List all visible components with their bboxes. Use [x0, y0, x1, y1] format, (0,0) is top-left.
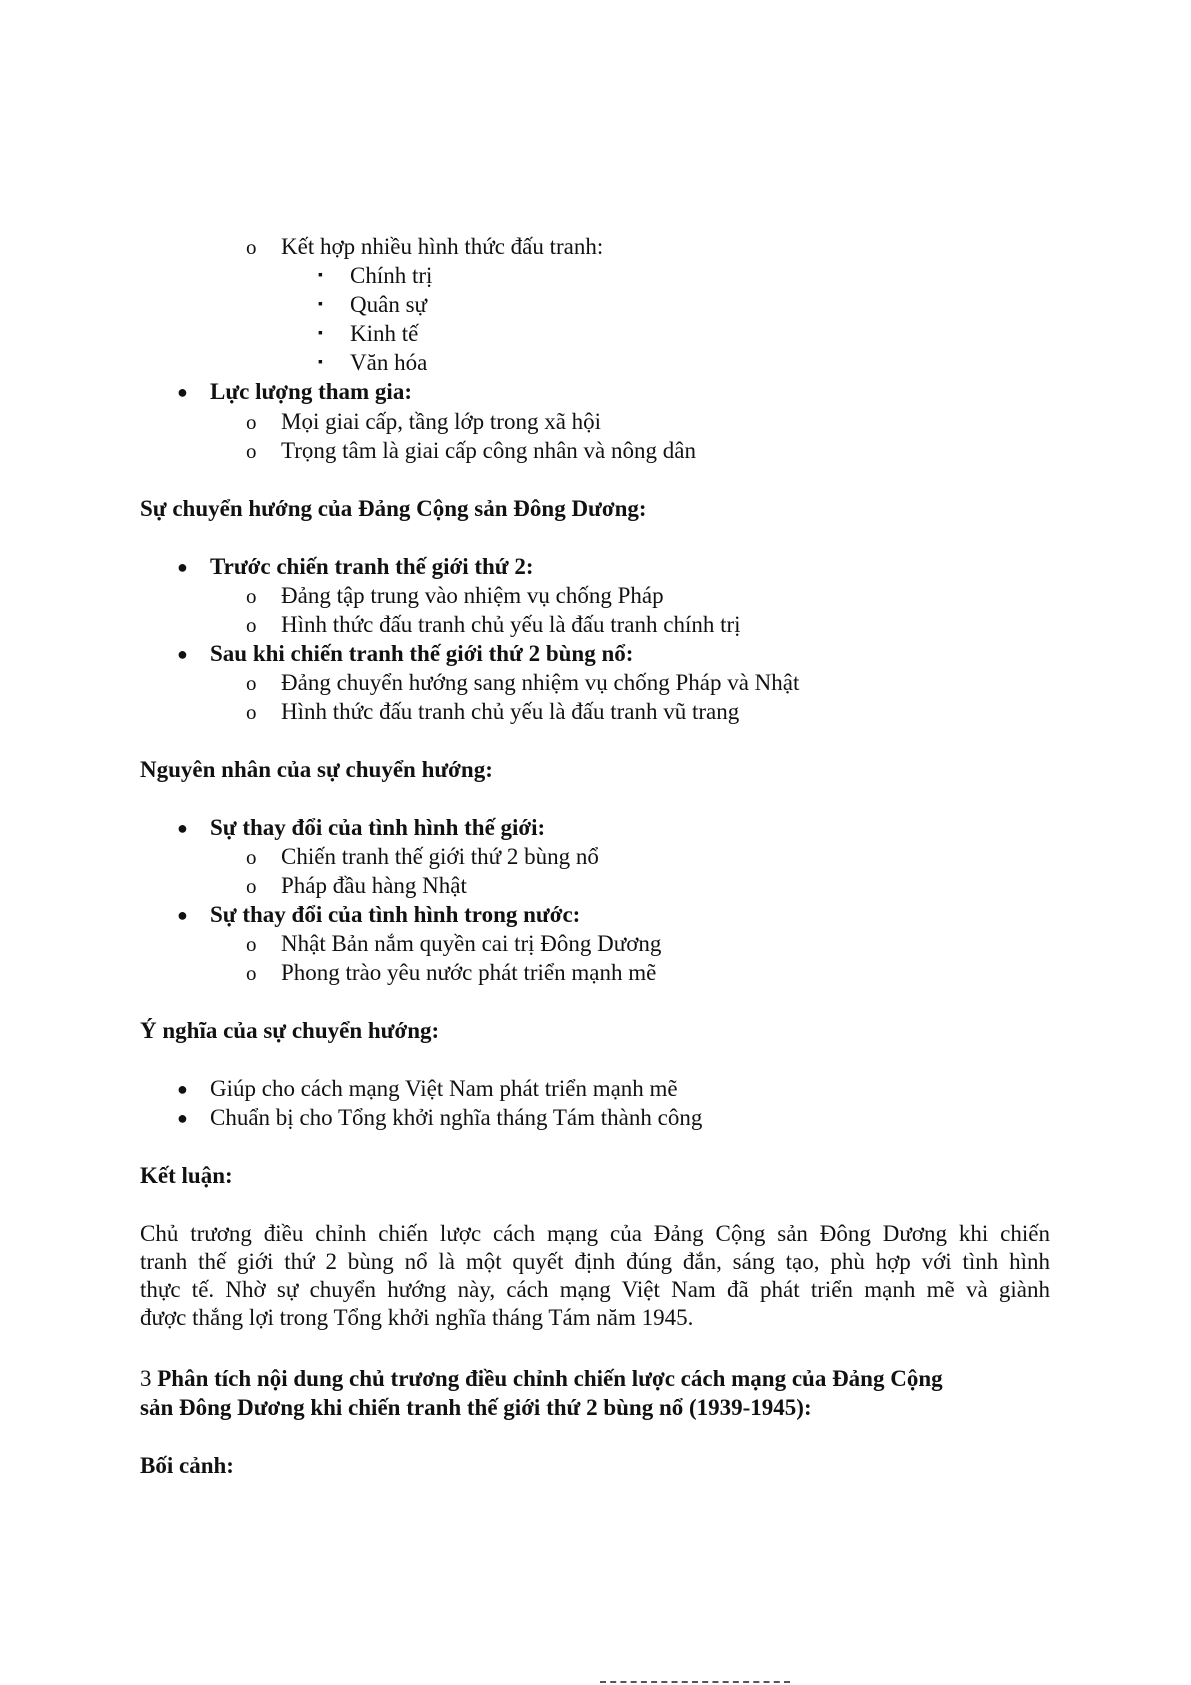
list-item-label: Sự thay đổi của tình hình thế giới: [210, 815, 546, 840]
list-marker-circle: o [246, 584, 257, 608]
list-marker-bullet: ● [177, 1108, 188, 1128]
list-item-label: Sự thay đổi của tình hình trong nước: [210, 902, 581, 927]
list-marker-bullet: ● [177, 818, 188, 838]
list-marker-circle: o [246, 613, 257, 637]
list-item: Chính trị [350, 263, 433, 288]
list-marker-bullet: ● [177, 1079, 188, 1099]
list-item-label: Trước chiến tranh thế giới thứ 2: [210, 554, 534, 579]
list-item: Pháp đầu hàng Nhật [281, 873, 467, 898]
list-item: Chiến tranh thế giới thứ 2 bùng nổ [281, 844, 599, 869]
page-edge-mark [600, 1681, 790, 1685]
list-marker-circle: o [246, 439, 257, 463]
section-title-continued: sản Đông Dương khi chiến tranh thế giới thứ 2 bùng nổ (1939-1945): [140, 1395, 812, 1420]
list-item: Kinh tế [350, 321, 419, 346]
list-item: Quân sự [350, 292, 427, 317]
list-item: Hình thức đấu tranh chủ yếu là đấu tranh chính trị [281, 612, 741, 637]
list-item: Trọng tâm là giai cấp công nhân và nông dân [281, 438, 696, 463]
list-marker-circle: o [246, 671, 257, 695]
list-marker-bullet: ● [177, 905, 188, 925]
list-item-label: Sau khi chiến tranh thế giới thứ 2 bùng nổ: [210, 641, 634, 666]
list-marker-square: ▪ [318, 268, 323, 283]
list-item: Nhật Bản nắm quyền cai trị Đông Dương [281, 931, 662, 956]
list-marker-square: ▪ [318, 326, 323, 341]
list-item: Phong trào yêu nước phát triển mạnh mẽ [281, 960, 657, 985]
list-item: Hình thức đấu tranh chủ yếu là đấu tranh vũ trang [281, 699, 740, 724]
paragraph-line: Chủ trương điều chỉnh chiến lược cách mạng của Đảng Cộng sản Đông Dương khi chiến [140, 1221, 1050, 1246]
list-marker-bullet: ● [177, 382, 188, 402]
section-heading: Ý nghĩa của sự chuyển hướng: [140, 1018, 440, 1043]
list-marker-square: ▪ [318, 355, 323, 370]
list-marker-circle: o [246, 961, 257, 985]
list-marker-circle: o [246, 410, 257, 434]
paragraph-line: thực tế. Nhờ sự chuyển hướng này, cách mạng Việt Nam đã phát triển mạnh mẽ và giành [140, 1277, 1050, 1302]
section-title [140, 1365, 943, 1393]
conclusion-paragraph [140, 1220, 1050, 1332]
list-item: Đảng chuyển hướng sang nhiệm vụ chống Pháp và Nhật [281, 670, 800, 695]
section-title-text: Phân tích nội dung chủ trương điều chỉnh chiến lược cách mạng của Đảng Cộng [157, 1366, 943, 1391]
list-marker-circle: o [246, 874, 257, 898]
list-marker-circle: o [246, 235, 257, 259]
section-heading: Kết luận: [140, 1163, 233, 1188]
list-item: Mọi giai cấp, tầng lớp trong xã hội [281, 409, 602, 434]
list-item: Đảng tập trung vào nhiệm vụ chống Pháp [281, 583, 664, 608]
list-marker-circle: o [246, 700, 257, 724]
list-item: Chuẩn bị cho Tổng khởi nghĩa tháng Tám thành công [210, 1105, 703, 1130]
section-number: 3 [140, 1366, 158, 1391]
list-marker-bullet: ● [177, 557, 188, 577]
list-marker-circle: o [246, 845, 257, 869]
section-heading: Bối cảnh: [140, 1453, 234, 1478]
list-item: Văn hóa [350, 350, 428, 375]
list-item: Giúp cho cách mạng Việt Nam phát triển mạnh mẽ [210, 1076, 678, 1101]
list-marker-square: ▪ [318, 297, 323, 312]
section-heading: Nguyên nhân của sự chuyển hướng: [140, 757, 493, 782]
paragraph-line: được thắng lợi trong Tổng khởi nghĩa tháng Tám năm 1945. [140, 1305, 694, 1330]
list-item-label: Lực lượng tham gia: [210, 379, 412, 404]
list-item: Kết hợp nhiều hình thức đấu tranh: [281, 234, 604, 259]
paragraph-line: tranh thế giới thứ 2 bùng nổ là một quyết định đúng đắn, sáng tạo, phù hợp với tình hình [140, 1249, 1050, 1274]
list-marker-bullet: ● [177, 644, 188, 664]
list-marker-circle: o [246, 932, 257, 956]
section-heading: Sự chuyển hướng của Đảng Cộng sản Đông Dương: [140, 496, 647, 521]
